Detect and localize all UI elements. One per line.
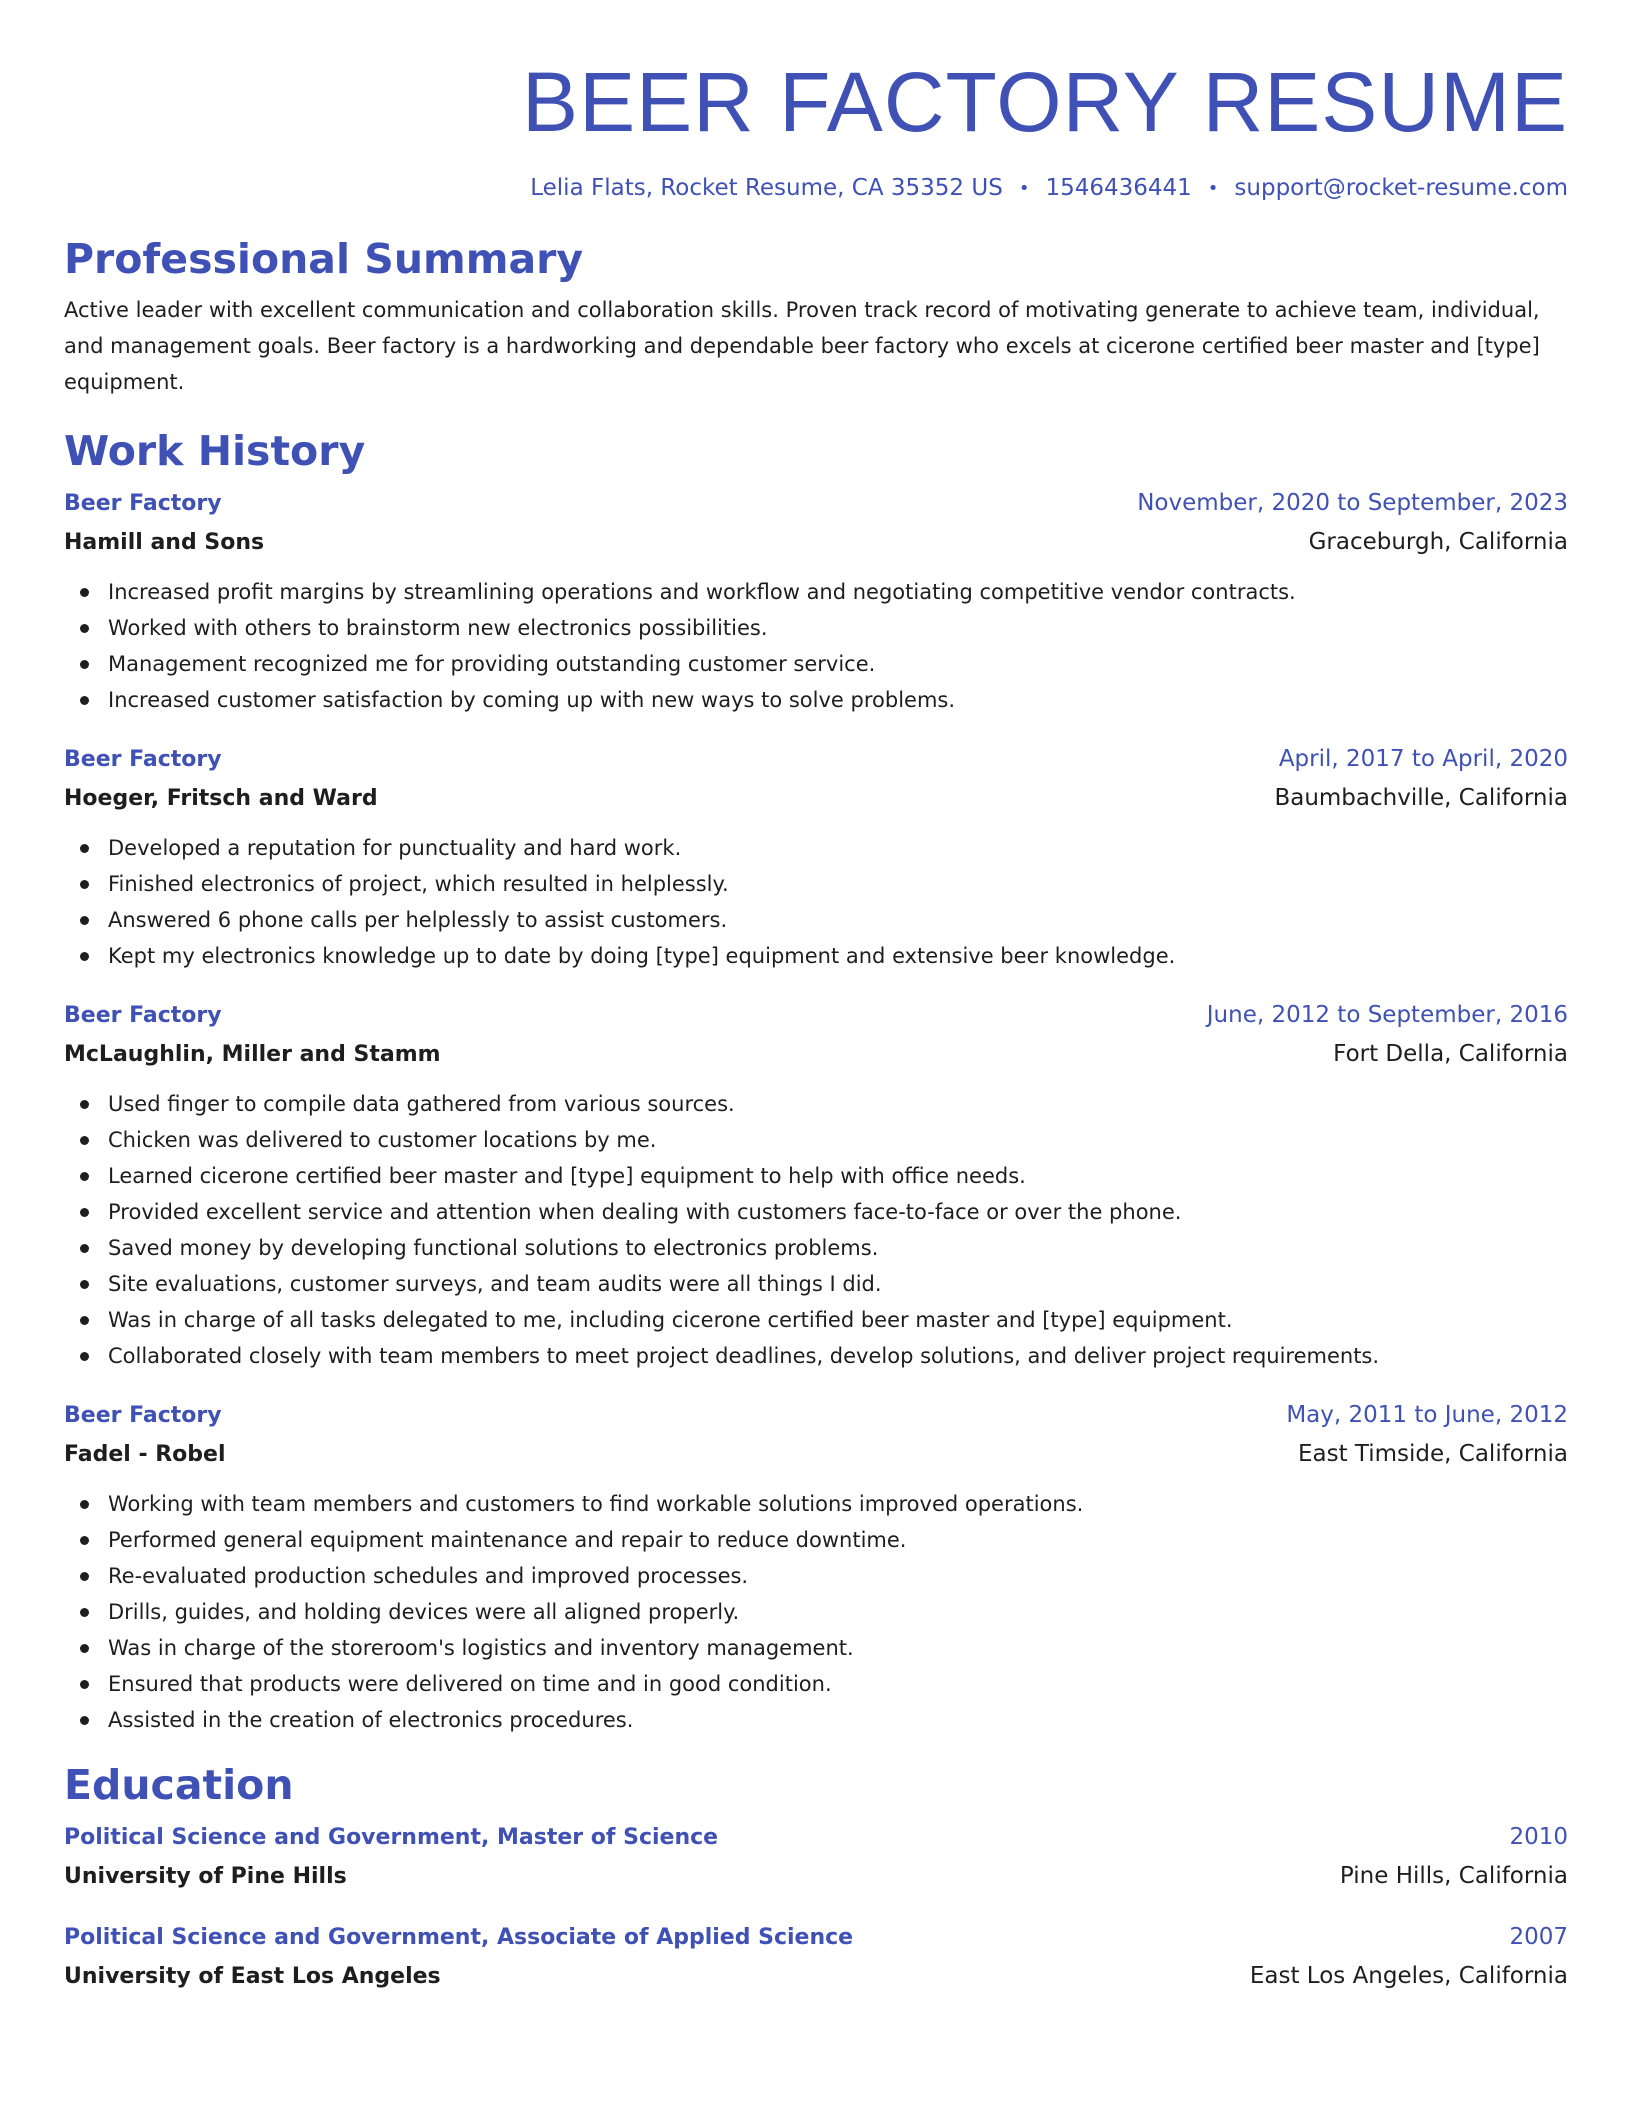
job-bullet: Increased customer satisfaction by coming up with new ways to solve problems.: [64, 682, 1568, 718]
section-heading-work-history: Work History: [64, 427, 366, 475]
job-bullet: Developed a reputation for punctuality and hard work.: [64, 830, 1568, 866]
job-bullet: Was in charge of the storeroom's logistics and inventory management.: [64, 1630, 1568, 1666]
job-company: McLaughlin, Miller and Stamm: [64, 1042, 441, 1067]
job-bullets: [64, 1086, 1568, 1374]
job-location: Fort Della, California: [1333, 1041, 1568, 1067]
job-bullet: Re-evaluated production schedules and improved processes.: [64, 1558, 1568, 1594]
job-bullets: [64, 830, 1568, 974]
job-dates: April, 2017 to April, 2020: [1278, 746, 1568, 772]
job-bullet: Finished electronics of project, which resulted in helplessly.: [64, 866, 1568, 902]
job-bullet: Working with team members and customers to find workable solutions improved operations.: [64, 1486, 1568, 1522]
job-bullet: Kept my electronics knowledge up to date by doing [type] equipment and extensive beer knowledge.: [64, 938, 1568, 974]
job-dates: November, 2020 to September, 2023: [1137, 490, 1568, 516]
job-role: Beer Factory: [64, 1403, 222, 1428]
education-year: 2010: [1509, 1824, 1568, 1850]
job-company: Hoeger, Fritsch and Ward: [64, 786, 378, 811]
education-location: East Los Angeles, California: [1249, 1963, 1568, 1989]
job-bullet: Worked with others to brainstorm new electronics possibilities.: [64, 610, 1568, 646]
job-bullet: Learned cicerone certified beer master and [type] equipment to help with office needs.: [64, 1158, 1568, 1194]
job-entry: [64, 996, 1568, 1374]
contact-separator: •: [1018, 177, 1030, 199]
education-entry: [64, 1818, 1568, 1896]
job-bullet: Provided excellent service and attention when dealing with customers face-to-face or over the phone.: [64, 1194, 1568, 1230]
job-bullet: Assisted in the creation of electronics procedures.: [64, 1702, 1568, 1738]
job-bullets: [64, 574, 1568, 718]
job-company: Fadel - Robel: [64, 1442, 226, 1467]
job-location: East Timside, California: [1297, 1441, 1568, 1467]
contact-email[interactable]: support@rocket-resume.com: [1234, 175, 1568, 201]
section-heading-education: Education: [64, 1761, 294, 1809]
contact-phone[interactable]: 1546436441: [1045, 175, 1192, 201]
job-bullet: Saved money by developing functional solutions to electronics problems.: [64, 1230, 1568, 1266]
resume-title: BEER FACTORY RESUME: [522, 55, 1568, 149]
job-company: Hamill and Sons: [64, 530, 265, 555]
job-entry: [64, 484, 1568, 718]
summary-section: [64, 234, 1568, 400]
education-degree: Political Science and Government, Associate of Applied Science: [64, 1925, 854, 1950]
job-bullet: Was in charge of all tasks delegated to me, including cicerone certified beer master and [type] equipment.: [64, 1302, 1568, 1338]
job-role: Beer Factory: [64, 1003, 222, 1028]
education-year: 2007: [1509, 1924, 1568, 1950]
education-school: University of East Los Angeles: [64, 1964, 441, 1989]
education-location: Pine Hills, California: [1339, 1863, 1568, 1889]
job-bullet: Drills, guides, and holding devices were all aligned properly.: [64, 1594, 1568, 1630]
education-entry: [64, 1918, 1568, 1996]
summary-text: Active leader with excellent communication and collaboration skills. Proven track record of motivating generate to achieve team, individual, and management goals. Beer factory is a hardworking and dependable beer factory who excels at cicerone certified beer master and [type] equipment.: [64, 298, 1540, 394]
job-bullet: Used finger to compile data gathered from various sources.: [64, 1086, 1568, 1122]
job-entry: [64, 1396, 1568, 1738]
job-bullet: Increased profit margins by streamlining operations and workflow and negotiating competitive vendor contracts.: [64, 574, 1568, 610]
contact-address: Lelia Flats, Rocket Resume, CA 35352 US: [530, 175, 1003, 201]
job-role: Beer Factory: [64, 491, 222, 516]
work-history-section: [64, 426, 1568, 1738]
job-bullet: Performed general equipment maintenance and repair to reduce downtime.: [64, 1522, 1568, 1558]
job-location: Graceburgh, California: [1308, 529, 1568, 555]
job-bullet: Management recognized me for providing outstanding customer service.: [64, 646, 1568, 682]
education-degree: Political Science and Government, Master of Science: [64, 1825, 719, 1850]
section-heading-summary: Professional Summary: [64, 235, 584, 283]
education-section: [64, 1760, 1568, 1996]
contact-separator: •: [1207, 177, 1219, 199]
job-dates: May, 2011 to June, 2012: [1286, 1402, 1568, 1428]
job-bullet: Collaborated closely with team members to meet project deadlines, develop solutions, and deliver project requirements.: [64, 1338, 1568, 1374]
job-bullet: Chicken was delivered to customer locations by me.: [64, 1122, 1568, 1158]
job-bullet: Answered 6 phone calls per helplessly to assist customers.: [64, 902, 1568, 938]
job-bullet: Site evaluations, customer surveys, and team audits were all things I did.: [64, 1266, 1568, 1302]
job-bullets: [64, 1486, 1568, 1738]
job-entry: [64, 740, 1568, 974]
job-role: Beer Factory: [64, 747, 222, 772]
job-dates: June, 2012 to September, 2016: [1206, 1002, 1568, 1028]
contact-line: [64, 170, 1568, 230]
job-bullet: Ensured that products were delivered on time and in good condition.: [64, 1666, 1568, 1702]
education-school: University of Pine Hills: [64, 1864, 347, 1889]
job-location: Baumbachville, California: [1274, 785, 1568, 811]
